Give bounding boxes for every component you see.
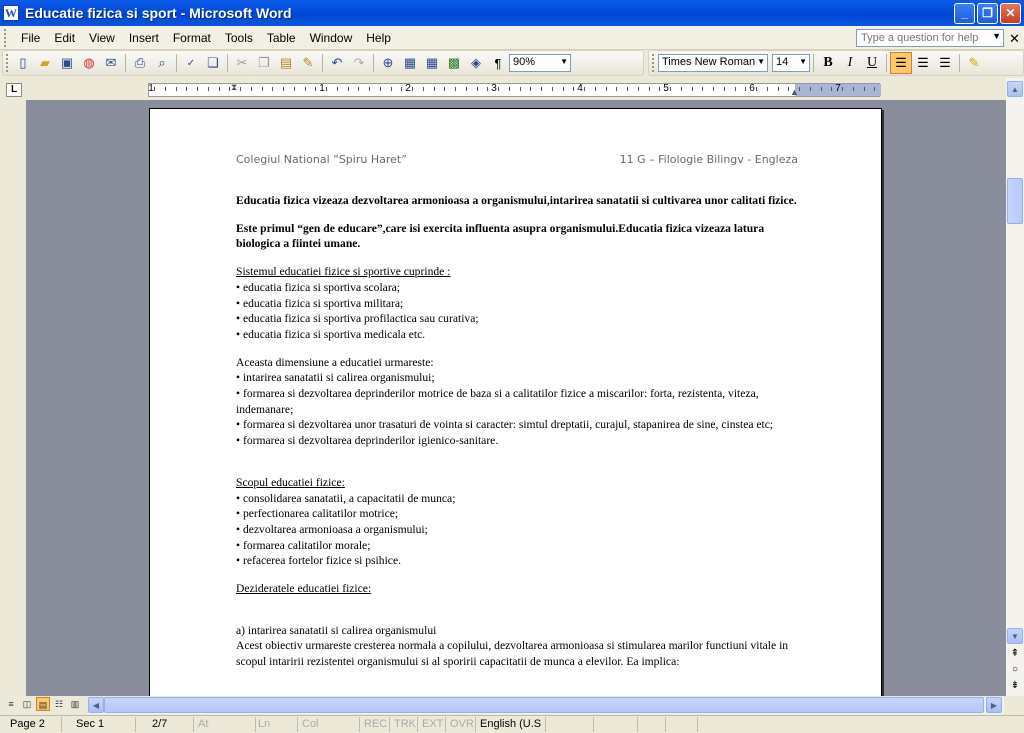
tables-borders-icon[interactable]: ▦ <box>403 55 417 70</box>
vertical-scroll-thumb[interactable] <box>1007 178 1023 224</box>
normal-view-icon[interactable]: ≡ <box>8 699 14 709</box>
horizontal-ruler[interactable] <box>148 83 880 97</box>
ruler-tick <box>584 87 585 91</box>
status-trk[interactable]: TRK <box>390 717 418 732</box>
standard-toolbar <box>2 50 644 76</box>
align-left-icon[interactable]: ☰ <box>890 52 912 74</box>
cut-icon[interactable]: ✂ <box>236 55 248 70</box>
font-size-select[interactable] <box>772 54 810 72</box>
ruler-tick <box>745 87 746 91</box>
list-item: • formarea si dezvoltarea deprinderilor igienico-sanitare. <box>236 434 499 448</box>
left-indent-marker[interactable]: ⧗ <box>231 82 238 92</box>
ruler-tick <box>262 87 263 91</box>
close-document-icon[interactable]: ✕ <box>1009 31 1020 46</box>
show-hide-icon[interactable]: ¶ <box>494 55 502 71</box>
ruler-tick <box>627 87 628 91</box>
ruler-tick <box>520 87 521 91</box>
ruler-tick <box>294 87 295 91</box>
ruler-tick <box>391 87 392 91</box>
vertical-scrollbar[interactable] <box>1006 78 1024 696</box>
toolbar-divider <box>886 54 887 72</box>
ruler-number: 1 <box>319 83 325 94</box>
help-placeholder: Type a question for help <box>861 32 979 44</box>
document-body[interactable] <box>236 193 798 670</box>
vertical-ruler <box>0 100 26 696</box>
paragraph: Aceasta dimensiune a educatiei urmareste: <box>236 355 434 369</box>
ruler-tick <box>659 87 660 91</box>
hyperlink-icon[interactable]: ⊕ <box>382 55 394 70</box>
ruler-number: 4 <box>577 83 583 94</box>
toolbar-divider <box>373 54 374 72</box>
highlight-icon[interactable]: ✎ <box>968 55 980 70</box>
ruler-tick <box>154 87 155 91</box>
bold-button[interactable]: B <box>823 55 833 70</box>
ruler-tick <box>799 87 800 91</box>
new-document-icon[interactable]: ▯ <box>19 55 27 70</box>
ruler-tick <box>423 87 424 91</box>
ruler-tick <box>348 87 349 91</box>
ruler-tick <box>767 87 768 91</box>
toolbar-divider <box>959 54 960 72</box>
paste-icon[interactable]: ▤ <box>279 55 293 70</box>
status-empty <box>666 717 698 732</box>
ruler-tick <box>541 87 542 91</box>
ruler-number: 7 <box>835 83 841 94</box>
web-layout-icon[interactable]: ◫ <box>22 699 32 709</box>
menu-format[interactable]: Format <box>172 30 211 45</box>
ruler-tick <box>369 87 370 91</box>
ruler-tick <box>498 87 499 91</box>
horizontal-scroll-thumb[interactable] <box>104 697 984 713</box>
chevron-down-icon[interactable]: ▼ <box>560 57 568 66</box>
menu-tools[interactable]: Tools <box>224 30 253 45</box>
status-ovr[interactable]: OVR <box>446 717 476 732</box>
copy-icon[interactable]: ❐ <box>258 55 270 70</box>
toolbar-grip[interactable] <box>6 54 9 72</box>
ruler-tick <box>563 87 564 91</box>
research-icon[interactable]: ❏ <box>207 55 219 70</box>
ruler-tick <box>487 87 488 91</box>
align-center-icon[interactable]: ☰ <box>917 55 929 70</box>
browse-object-icon[interactable]: ○ <box>1011 664 1019 675</box>
ruler-tick <box>186 87 187 91</box>
redo-icon[interactable]: ↷ <box>353 55 365 70</box>
ruler-tick <box>552 87 553 91</box>
status-rec[interactable]: REC <box>360 717 390 732</box>
status-bar <box>0 715 1024 733</box>
document-page[interactable] <box>149 108 882 696</box>
list-item: • educatia fizica si sportiva scolara; <box>236 280 401 294</box>
paragraph: Este primul “gen de educare”,care isi exercita influenta asupra organismului.Educatia fizica vizeaza latura biologica a fiintei umane. <box>236 221 765 251</box>
ruler-tick <box>713 87 714 91</box>
status-empty <box>638 717 666 732</box>
ruler-tick <box>305 87 306 91</box>
font-name-select[interactable] <box>658 54 768 72</box>
ruler-tick <box>219 87 220 91</box>
ruler-number: 5 <box>663 83 669 94</box>
ruler-tick <box>788 87 789 91</box>
zoom-select[interactable] <box>509 54 571 72</box>
ruler-tick <box>509 87 510 91</box>
ruler-tick <box>477 87 478 91</box>
ruler-tick <box>197 87 198 91</box>
ruler-tick <box>165 87 166 91</box>
ruler-tick <box>466 87 467 91</box>
permission-icon[interactable]: ◍ <box>83 55 95 70</box>
list-item: • formarea si dezvoltarea deprinderilor motrice de baza si a calitatilor fizice a miscarilor: forta, rezistenta, viteza, indemanare; <box>236 387 759 416</box>
status-page-count: 2/7 <box>136 717 194 732</box>
status-line: Ln <box>256 717 298 732</box>
page-header <box>236 153 798 166</box>
menu-file[interactable]: File <box>21 30 41 45</box>
drawing-icon[interactable]: ◈ <box>471 55 481 70</box>
ruler-tick <box>444 87 445 91</box>
horizontal-scroll-row <box>0 696 1024 715</box>
ruler-tick <box>315 87 316 91</box>
outline-view-icon[interactable]: ☷ <box>54 699 64 709</box>
list-item: • refacerea fortelor fizice si psihice. <box>236 554 401 568</box>
ruler-tick <box>670 87 671 91</box>
ruler-tick <box>401 87 402 91</box>
chevron-down-icon[interactable]: ▼ <box>992 31 1001 41</box>
window-title: Educatie fizica si sport - Microsoft Word <box>25 5 292 21</box>
ruler-tick <box>380 87 381 91</box>
undo-icon[interactable]: ↶ <box>331 55 343 70</box>
restore-button[interactable]: ❐ <box>977 3 998 24</box>
ruler-tick <box>649 87 650 91</box>
horizontal-scrollbar[interactable] <box>88 697 1004 714</box>
toolbar-grip[interactable] <box>652 54 655 72</box>
save-icon[interactable]: ▣ <box>60 55 74 70</box>
chevron-down-icon[interactable]: ▼ <box>799 57 807 66</box>
font-size-value: 14 <box>776 56 789 68</box>
ruler-number: 3 <box>491 83 497 94</box>
ruler-tick <box>606 87 607 91</box>
ruler-tick <box>778 87 779 91</box>
section-heading: Dezideratele educatiei fizice: <box>236 582 372 596</box>
section-heading: Scopul educatiei fizice: <box>236 475 345 489</box>
scroll-down-button[interactable]: ▼ <box>1007 628 1023 644</box>
font-name-value: Times New Roman <box>662 56 756 68</box>
reading-layout-icon[interactable]: ▥ <box>70 699 80 709</box>
ruler-tick <box>692 87 693 91</box>
ruler-tick <box>874 87 875 91</box>
email-icon[interactable]: ✉ <box>105 55 117 70</box>
word-app-icon[interactable]: W <box>5 6 17 20</box>
menu-view[interactable]: View <box>89 30 115 45</box>
toolbar-divider <box>176 54 177 72</box>
ruler-number: 2 <box>405 83 411 94</box>
menu-table[interactable]: Table <box>266 30 296 45</box>
ruler-tick <box>176 87 177 91</box>
ruler-tick <box>831 87 832 91</box>
insert-excel-icon[interactable]: ▩ <box>447 55 461 70</box>
section-heading: Sistemul educatiei fizice si sportive cuprinde : <box>236 265 451 279</box>
ruler-tick <box>853 87 854 91</box>
ruler-tick <box>240 87 241 91</box>
ruler-tick <box>638 87 639 91</box>
ruler-tick <box>595 87 596 91</box>
ruler-tick <box>735 87 736 91</box>
ruler-number: 6 <box>749 83 755 94</box>
ruler-tick <box>810 87 811 91</box>
ruler-tick <box>412 87 413 91</box>
paragraph: Acest obiectiv urmareste cresterea normala a copilului, dezvoltarea armonioasa si stimularea marilor functiuni vitale in scopul intaririi rezistentei organismului si al sporirii capacitatii de munca a elevilor. Ea implica: <box>236 639 789 669</box>
subheading: a) intarirea sanatatii si calirea organismului <box>236 623 437 637</box>
list-item: • educatia fizica si sportiva profilactica sau curativa; <box>236 312 479 326</box>
ruler-tick <box>229 87 230 91</box>
ruler-tick <box>573 87 574 91</box>
menu-window[interactable]: Window <box>309 30 353 45</box>
ruler-tick <box>530 87 531 91</box>
header-left-text: Colegiul National “Spiru Haret” <box>236 153 407 166</box>
zoom-value: 90% <box>513 56 536 68</box>
list-item: • intarirea sanatatii si calirea organismului; <box>236 371 435 385</box>
title-bar[interactable] <box>0 0 1024 26</box>
help-question-input[interactable] <box>856 29 1004 47</box>
ruler-tick <box>283 87 284 91</box>
list-item: • perfectionarea calitatilor motrice; <box>236 507 399 521</box>
toolbar-divider <box>813 54 814 72</box>
underline-button[interactable]: U <box>866 55 878 70</box>
ruler-tick <box>864 87 865 91</box>
list-item: • educatia fizica si sportiva medicala etc. <box>236 327 426 341</box>
paragraph: Educatia fizica vizeaza dezvoltarea armonioasa a organismului,intarirea sanatatii si cultivarea unor calitati fizice. <box>236 194 797 207</box>
scroll-left-button[interactable]: ◀ <box>88 697 104 713</box>
list-item: • educatia fizica si sportiva militara; <box>236 296 404 310</box>
ruler-tick <box>681 87 682 91</box>
ruler-tick <box>455 87 456 91</box>
close-button[interactable]: ✕ <box>1000 3 1021 24</box>
ruler-tick <box>434 87 435 91</box>
menu-grip[interactable] <box>4 29 10 47</box>
ruler-tick <box>251 87 252 91</box>
next-page-icon[interactable]: ⇟ <box>1010 680 1020 691</box>
menu-help[interactable]: Help <box>366 30 391 45</box>
previous-page-icon[interactable]: ⇞ <box>1010 648 1020 659</box>
justify-icon[interactable]: ☰ <box>939 55 951 70</box>
document-canvas <box>26 100 1006 696</box>
list-item: • formarea si dezvoltarea unor trasaturi de vointa si caracter: simtul dreptatii, curajul, stapanirea de sine, cinstea etc; <box>236 418 774 432</box>
chevron-down-icon[interactable]: ▼ <box>757 57 765 66</box>
status-at: At <box>194 717 256 732</box>
list-item: • dezvoltarea armonioasa a organismului; <box>236 522 428 536</box>
scroll-up-button[interactable]: ▲ <box>1007 81 1023 97</box>
open-folder-icon[interactable]: ▰ <box>40 55 50 70</box>
list-item: • consolidarea sanatatii, a capacitatii de munca; <box>236 491 456 505</box>
ruler-tick <box>208 87 209 91</box>
menu-insert[interactable]: Insert <box>128 30 159 45</box>
ruler-tick <box>616 87 617 91</box>
ruler-number: 1 <box>148 83 154 94</box>
toolbar-divider <box>227 54 228 72</box>
print-preview-icon[interactable]: ⌕ <box>158 55 166 70</box>
ruler-tick <box>326 87 327 91</box>
menu-edit[interactable]: Edit <box>54 30 76 45</box>
ruler-tick <box>756 87 757 91</box>
minimize-button[interactable]: _ <box>954 3 975 24</box>
spelling-icon[interactable]: ✓ <box>186 57 196 69</box>
list-item: • formarea calitatilor morale; <box>236 538 371 552</box>
insert-table-icon[interactable]: ▦ <box>425 55 439 70</box>
toolbar-divider <box>322 54 323 72</box>
status-language: English (U.S <box>476 717 546 732</box>
toolbar-divider <box>125 54 126 72</box>
status-empty <box>594 717 638 732</box>
status-page: Page 2 <box>0 717 62 732</box>
formatting-toolbar <box>648 50 1024 76</box>
right-indent-marker[interactable]: ▲ <box>790 87 799 97</box>
status-spelling <box>546 717 594 732</box>
ruler-tick <box>702 87 703 91</box>
ruler-tick <box>821 87 822 91</box>
status-column: Col <box>298 717 360 732</box>
ruler-tick <box>337 87 338 91</box>
italic-button[interactable]: I <box>847 55 853 70</box>
ruler-tick <box>358 87 359 91</box>
ruler-tick <box>842 87 843 91</box>
ruler-tick <box>272 87 273 91</box>
print-layout-icon[interactable]: ▤ <box>36 697 50 711</box>
tab-selector[interactable]: L <box>6 83 22 97</box>
print-icon[interactable]: ⎙ <box>134 55 146 70</box>
format-painter-icon[interactable]: ✎ <box>302 55 314 70</box>
scroll-right-button[interactable]: ▶ <box>986 697 1002 713</box>
status-ext[interactable]: EXT <box>418 717 446 732</box>
header-right-text: 11 G – Filologie Bilingv - Engleza <box>619 153 798 166</box>
ruler-tick <box>724 87 725 91</box>
status-section: Sec 1 <box>62 717 136 732</box>
